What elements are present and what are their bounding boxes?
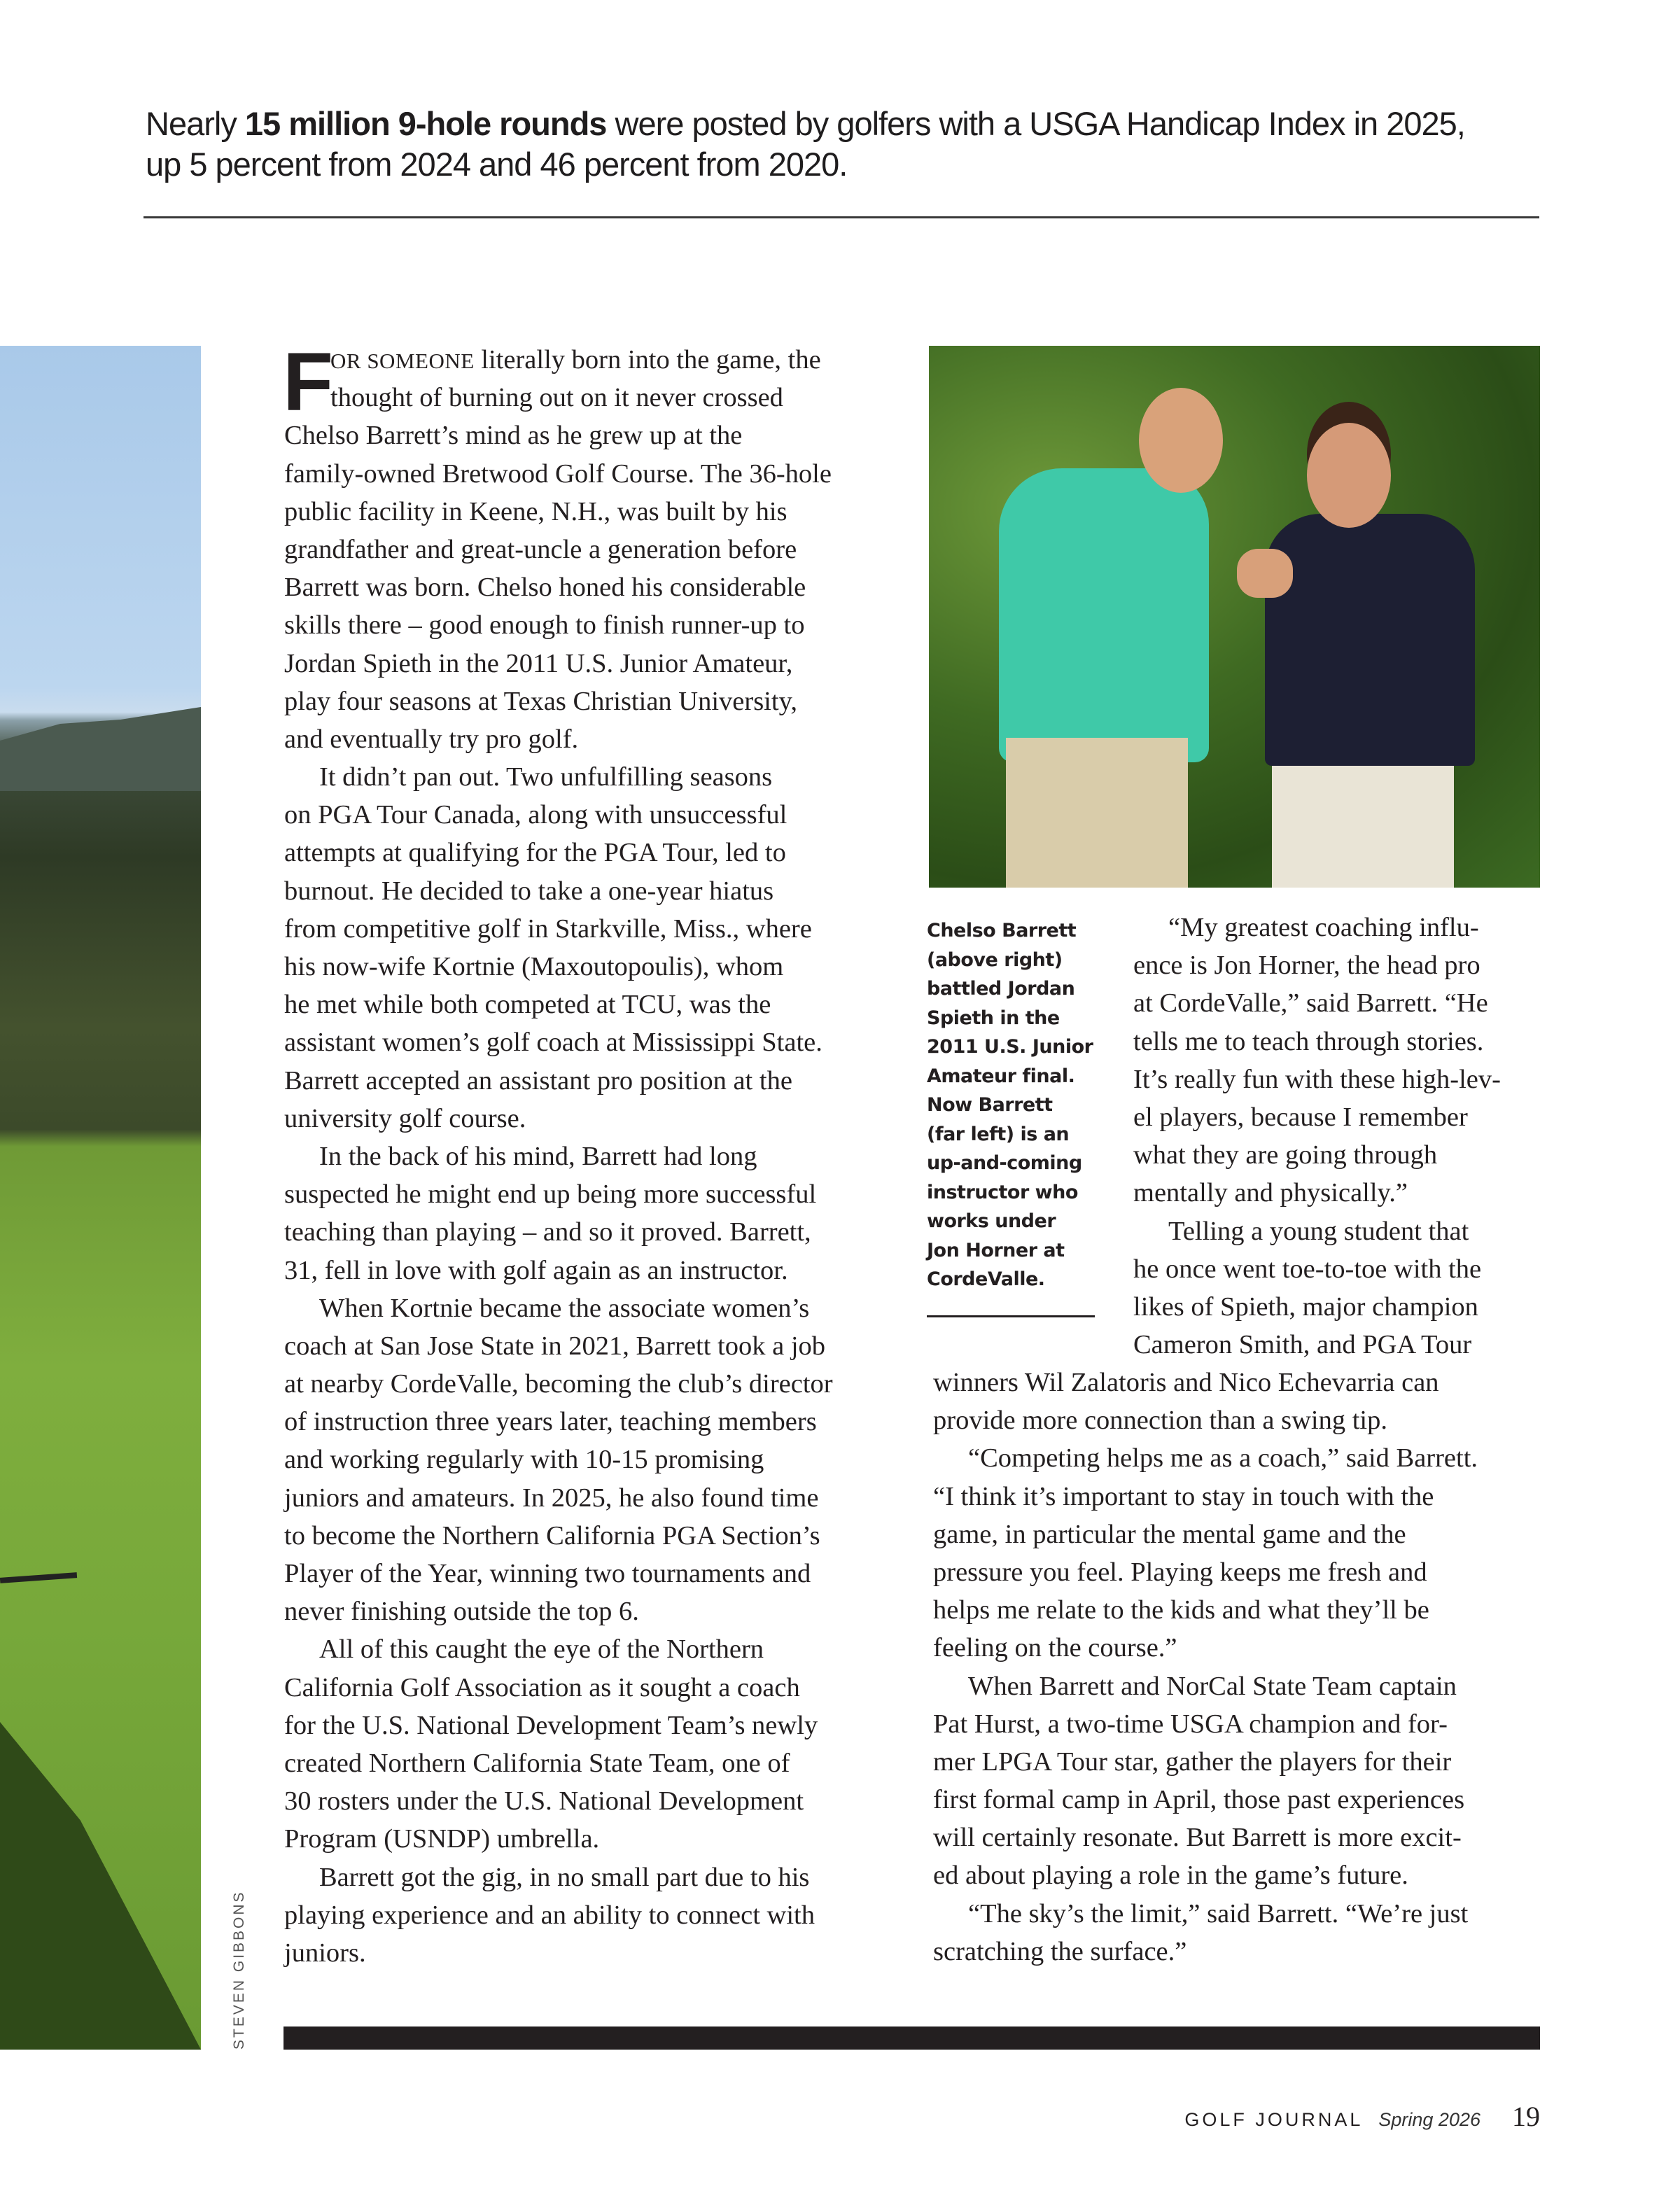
caption-line: (above right) [927, 948, 1063, 971]
article-line: university golf course. [284, 1103, 526, 1133]
article-line: California Golf Association as it sought a coach [284, 1672, 800, 1702]
issue-date: Spring 2026 [1378, 2109, 1480, 2130]
article-line: attempts at qualifying for the PGA Tour, led to [284, 838, 786, 868]
article-line: Program (USNDP) umbrella. [284, 1824, 600, 1854]
article-line: “Competing helps me as a coach,” said Barrett. [968, 1443, 1478, 1474]
article-line: scratching the surface.” [933, 1936, 1187, 1966]
page-number: 19 [1512, 2101, 1540, 2132]
golfer-right-pants [1272, 766, 1454, 888]
article-line: likes of Spieth, major champion [1133, 1292, 1478, 1322]
article-line: It didn’t pan out. Two unfulfilling seasons [319, 762, 773, 792]
golfer-left-pants [1006, 738, 1188, 888]
article-line: play four seasons at Texas Christian University, [284, 686, 797, 716]
caption-line: instructor who [927, 1181, 1078, 1203]
caption-line: Chelso Barrett [927, 920, 1077, 941]
golf-club-shape [0, 1572, 77, 1583]
article-column-right-bottom [933, 1364, 1478, 1970]
article-line: burnout. He decided to take a one-year hiatus [284, 876, 774, 906]
caption-line: Jon Horner at [927, 1239, 1065, 1261]
golfer-right-shirt [1265, 514, 1475, 766]
article-line: “My greatest coaching influ- [1168, 913, 1479, 942]
golfer-left-shirt [999, 468, 1209, 762]
photo-credit: STEVEN GIBBONS [231, 1890, 247, 2050]
article-line: tells me to teach through stories. [1133, 1026, 1484, 1056]
caption-line: Now Barrett [927, 1094, 1053, 1116]
article-line: playing experience and an ability to connect with [284, 1900, 815, 1930]
page-footer [1184, 2100, 1540, 2133]
article-line: 31, fell in love with golf again as an instructor. [284, 1255, 788, 1285]
article-line: he met while both competed at TCU, was the [284, 990, 771, 1020]
caption-line: battled Jordan [927, 978, 1075, 1000]
caption-line: Spieth in the [927, 1007, 1060, 1029]
article-line: pressure you feel. Playing keeps me fresh and [933, 1557, 1427, 1587]
article-line: Cameron Smith, and PGA Tour [1133, 1330, 1472, 1360]
deck-highlight: 15 million 9-hole rounds [244, 105, 607, 142]
deck-summary [146, 104, 1546, 185]
article-line: winners Wil Zalatoris and Nico Echevarria can [933, 1368, 1439, 1397]
article-line: public facility in Keene, N.H., was built by his [284, 496, 788, 526]
article-line: When Kortnie became the associate women’s [319, 1293, 810, 1323]
caption-line: 2011 U.S. Junior [927, 1036, 1093, 1058]
article-line: skills there – good enough to finish runner-up to [284, 610, 805, 640]
end-bar [284, 2026, 1540, 2050]
article-line: of instruction three years later, teaching members [284, 1407, 817, 1437]
article-line: for the U.S. National Development Team’s newly [284, 1710, 818, 1740]
article-line: and working regularly with 10-15 promising [284, 1445, 764, 1475]
handshake-photo [929, 346, 1540, 888]
article-line: It’s really fun with these high-lev- [1133, 1064, 1501, 1094]
article-line: ence is Jon Horner, the head pro [1133, 951, 1480, 981]
article-line: he once went toe-to-toe with the [1133, 1254, 1482, 1284]
article-line: “The sky’s the limit,” said Barrett. “We’re just [968, 1898, 1469, 1928]
article-line: assistant women’s golf coach at Mississippi State. [284, 1028, 822, 1058]
article-column-left [283, 336, 833, 1972]
deck-text: were posted by golfers with a USGA Handicap Index in 2025, [606, 105, 1465, 142]
article-line: on PGA Tour Canada, along with unsuccessful [284, 800, 788, 830]
handshake [1237, 549, 1293, 598]
article-line: suspected he might end up being more successful [284, 1180, 817, 1210]
article-line: In the back of his mind, Barrett had long [319, 1141, 757, 1171]
article-line: 30 rosters under the U.S. National Development [284, 1786, 804, 1816]
article-line: mer LPGA Tour star, gather the players for their [933, 1746, 1452, 1777]
golf-course-photo [0, 346, 201, 2050]
caption-line: Amateur final. [927, 1065, 1075, 1087]
article-line: family-owned Bretwood Golf Course. The 36-hole [284, 458, 832, 489]
article-line [284, 341, 833, 379]
article-line: thought of burning out on it never crossed [330, 383, 783, 413]
article-line: Pat Hurst, a two-time USGA champion and for- [933, 1709, 1448, 1739]
header-divider [144, 216, 1539, 218]
article-line: Telling a young student that [1168, 1216, 1469, 1246]
article-line: helps me relate to the kids and what they’ll be [933, 1595, 1429, 1625]
magazine-name: GOLF JOURNAL [1184, 2109, 1364, 2130]
article-line: feeling on the course.” [933, 1633, 1177, 1663]
article-line: at CordeValle,” said Barrett. “He [1133, 988, 1488, 1018]
article-line: When Barrett and NorCal State Team captain [968, 1671, 1457, 1701]
mountain-shape [0, 707, 201, 791]
article-line: juniors. [284, 1938, 366, 1968]
caption-line: up-and-coming [927, 1152, 1082, 1174]
article-line: and eventually try pro golf. [284, 724, 579, 754]
article-line: game, in particular the mental game and the [933, 1519, 1406, 1549]
article-line: his now-wife Kortnie (Maxoutopoulis), whom [284, 952, 784, 981]
caption-divider [927, 1315, 1095, 1317]
shadow-shape [0, 1722, 201, 2050]
golfer-right-head [1307, 423, 1391, 528]
small-caps-lead: OR SOMEONE [330, 349, 475, 373]
deck-text-line2: up 5 percent from 2024 and 46 percent from 2020. [146, 146, 848, 183]
article-line: first formal camp in April, those past experiences [933, 1785, 1465, 1815]
article-line: “I think it’s important to stay in touch with the [933, 1481, 1434, 1511]
caption-line: works under [927, 1210, 1056, 1232]
article-line-text: literally born into the game, the [474, 345, 821, 374]
article-line: Barrett accepted an assistant pro position at the [284, 1065, 792, 1096]
article-column-right-top [1133, 909, 1501, 1364]
caption-line: CordeValle. [927, 1268, 1045, 1290]
article-line: Barrett got the gig, in no small part due to his [319, 1862, 810, 1892]
drop-cap: F [283, 336, 334, 428]
golfer-left-head [1139, 388, 1223, 493]
article-line: coach at San Jose State in 2021, Barrett took a job [284, 1331, 826, 1361]
article-line: mentally and physically.” [1133, 1178, 1408, 1208]
photo-caption [927, 916, 1093, 1294]
article-line: at nearby CordeValle, becoming the club’s director [284, 1369, 833, 1399]
article-line: All of this caught the eye of the Northern [319, 1634, 764, 1665]
article-line: from competitive golf in Starkville, Miss., where [284, 913, 812, 944]
article-line: juniors and amateurs. In 2025, he also found time [284, 1483, 819, 1513]
article-line: provide more connection than a swing tip. [933, 1406, 1387, 1436]
article-line: el players, because I remember [1133, 1102, 1468, 1132]
article-line: Player of the Year, winning two tournaments and [284, 1559, 811, 1588]
article-line: to become the Northern California PGA Section’s [284, 1520, 820, 1550]
article-line: will certainly resonate. But Barrett is more excit- [933, 1823, 1462, 1853]
article-line: Barrett was born. Chelso honed his considerable [284, 573, 806, 603]
article-line: never finishing outside the top 6. [284, 1597, 639, 1627]
deck-text: Nearly [146, 105, 245, 142]
article-line: Jordan Spieth in the 2011 U.S. Junior Amateur, [284, 648, 793, 678]
caption-line: (far left) is an [927, 1123, 1070, 1145]
article-line: teaching than playing – and so it proved. Barrett, [284, 1217, 811, 1247]
article-line: grandfather and great-uncle a generation before [284, 534, 797, 564]
article-line: ed about playing a role in the game’s future. [933, 1861, 1408, 1891]
article-line: Chelso Barrett’s mind as he grew up at the [284, 421, 743, 451]
article-line: what they are going through [1133, 1140, 1438, 1170]
article-line: created Northern California State Team, one of [284, 1748, 790, 1778]
